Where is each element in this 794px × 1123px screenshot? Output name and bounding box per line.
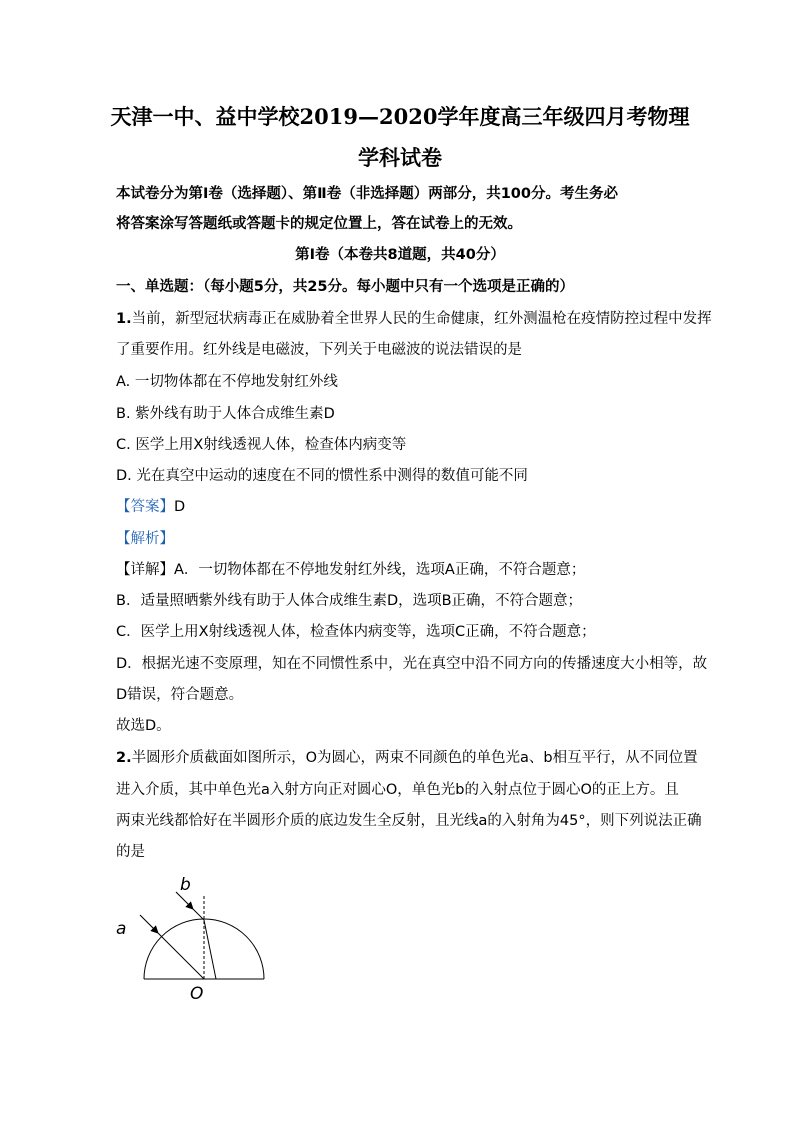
analysis-tag: 【解析】 — [116, 531, 174, 547]
q2-number: 2. — [116, 750, 132, 766]
q1-option-d: D. 光在真空中运动的速度在不同的惯性系中测得的数值可能不同 — [116, 468, 528, 484]
q1-option-a: A. 一切物体都在不停地发射红外线 — [116, 374, 338, 390]
q1-conclusion: 故选D。 — [116, 718, 171, 734]
exam-title-line2: 学科试卷 — [358, 145, 442, 170]
q1-answer — [116, 496, 716, 518]
intro-line2: 将答案涂写答题纸或答题卡的规定位置上，答在试卷上的无效。 — [116, 216, 522, 232]
q1-stem-line1 — [116, 308, 716, 330]
answer-value: D — [174, 499, 186, 515]
semicircle-diagram — [108, 872, 273, 1002]
q1-detail-line1 — [116, 559, 716, 581]
q1-detail-line3: C．医学上用X射线透视人体，检查体内病变等，选项C正确，不符合题意； — [116, 624, 596, 640]
q2-stem-line3: 两束光线都恰好在半圆形介质的底边发生全反射，且光线a的入射角为45°，则下列说法正确 — [116, 813, 702, 829]
section-title: 第Ⅰ卷（本卷共8道题，共40分） — [295, 247, 505, 263]
q1-option-b: B. 紫外线有助于人体合成维生素D — [116, 406, 335, 422]
q1-detail-line5: D错误，符合题意。 — [116, 687, 244, 703]
detail-tag: 【详解】 — [116, 562, 174, 578]
q2-stem-line2: 进入介质，其中单色光a入射方向正对圆心O，单色光b的入射点位于圆心O的正上方。且 — [116, 782, 679, 798]
answer-tag: 【答案】 — [116, 499, 174, 515]
q2-stem-line4: 的是 — [116, 844, 145, 860]
q1-option-c: C. 医学上用X射线透视人体，检查体内病变等 — [116, 437, 407, 453]
q1-stem-text: 当前，新型冠状病毒正在威胁着全世界人民的生命健康，红外测温枪在疫情防控过程中发挥 — [131, 311, 712, 327]
part-one-heading: 一、单选题：（每小题5分，共25分。每小题中只有一个选项是正确的） — [116, 279, 575, 295]
exam-title-line1: 天津一中、益中学校2019—2020学年度高三年级四月考物理 — [110, 104, 690, 129]
ray-a-refracted — [158, 933, 204, 979]
q1-detail-line2: B．适量照晒紫外线有助于人体合成维生素D，选项B正确，不符合题意； — [116, 593, 583, 609]
label-a: a — [116, 919, 127, 939]
ray-b-refracted — [204, 920, 216, 979]
label-b: b — [180, 875, 191, 895]
ray-a-incident — [140, 915, 158, 933]
q2-stem-line1 — [116, 747, 716, 769]
intro-line1: 本试卷分为第Ⅰ卷（选择题）、第Ⅱ卷（非选择题）两部分，共100分。考生务必 — [116, 186, 618, 202]
label-o: O — [190, 984, 204, 1002]
q1-number: 1. — [116, 311, 132, 327]
q1-detail-line4: D．根据光速不变原理，知在不同惯性系中，光在真空中沿不同方向的传播速度大小相等，故 — [116, 656, 708, 672]
detail-text: A．一切物体都在不停地发射红外线，选项A正确，不符合题意； — [174, 562, 586, 578]
q2-stem-text: 半圆形介质截面如图所示，O为圆心，两束不同颜色的单色光a、b相互平行，从不同位置 — [131, 750, 698, 766]
q1-stem-line2: 了重要作用。红外线是电磁波，下列关于电磁波的说法错误的是 — [116, 342, 522, 358]
ray-b-incoming — [193, 909, 204, 920]
